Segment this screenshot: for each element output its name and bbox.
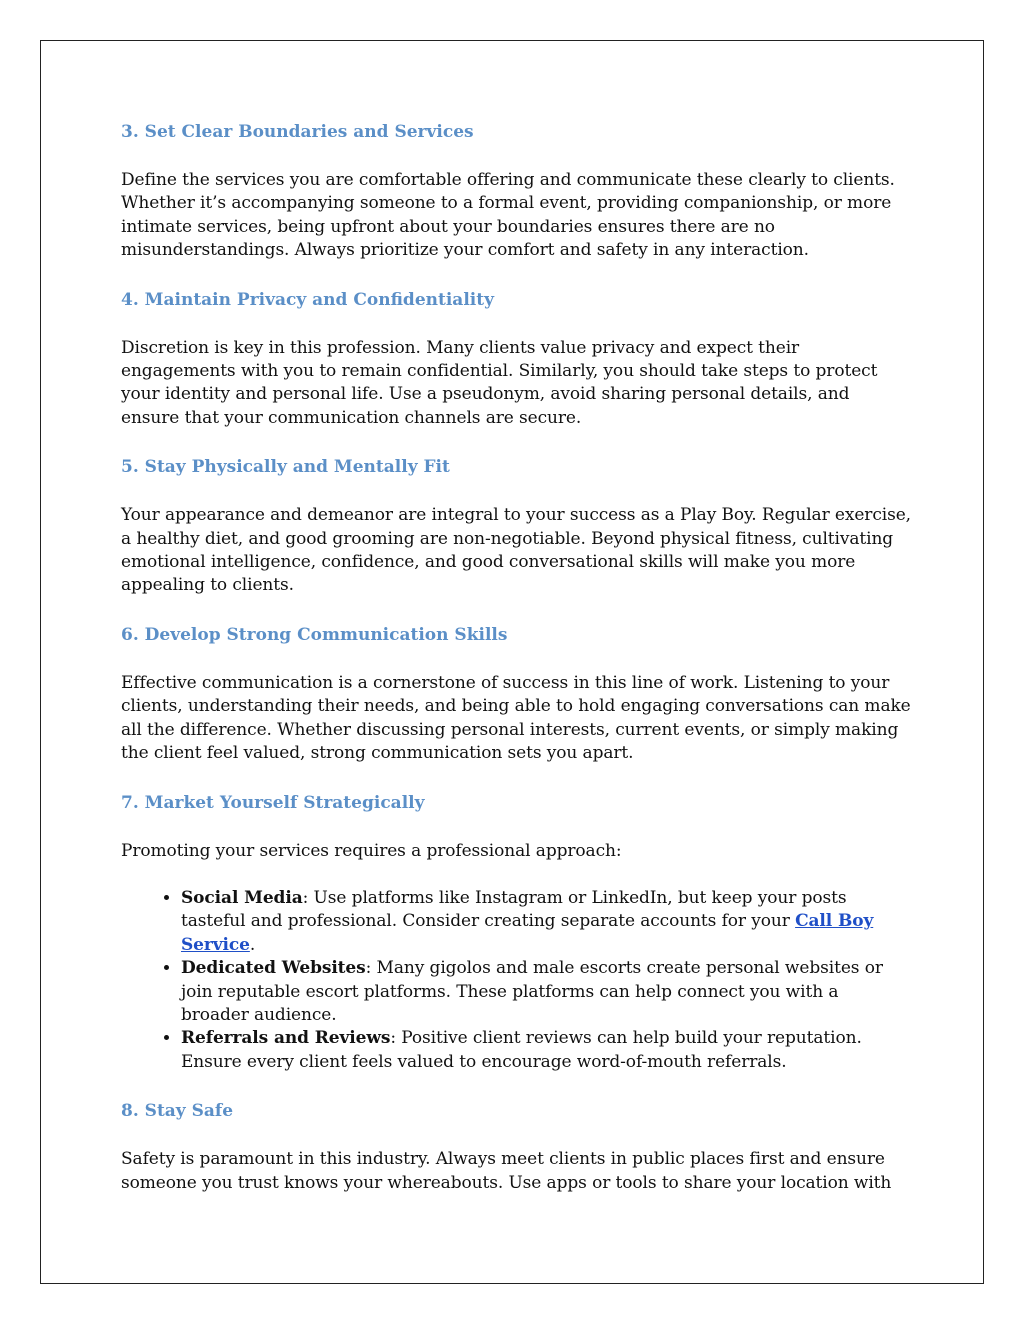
list-item-term: Social Media — [181, 887, 303, 908]
section-heading-privacy: 4. Maintain Privacy and Confidentiality — [121, 289, 494, 310]
page-content — [121, 119, 911, 1219]
list-item-text: : Many gigolos and male escorts create personal websites or join reputable escort platforms. These platforms can help connect you with a broader audience. — [181, 958, 883, 1025]
section-paragraph-fitness: Your appearance and demeanor are integral to your success as a Play Boy. Regular exercise, a healthy diet, and good grooming are non-negotiable. Beyond physical fitness, cultivating emotional intelligence, confidence, and good conversational skills will make you more appealing to clients. — [121, 505, 911, 596]
section-heading-fitness: 5. Stay Physically and Mentally Fit — [121, 457, 450, 478]
list-item — [181, 887, 911, 957]
call-boy-service-link[interactable]: Call Boy Service — [181, 911, 874, 955]
document-page — [40, 40, 984, 1284]
list-item — [181, 1027, 911, 1074]
list-item-term: Referrals and Reviews — [181, 1028, 391, 1049]
section-heading-market: 7. Market Yourself Strategically — [121, 792, 425, 813]
section-heading-boundaries: 3. Set Clear Boundaries and Services — [121, 122, 474, 142]
section-paragraph-privacy: Discretion is key in this profession. Many clients value privacy and expect their engagements with you to remain confidential. Similarly, you should take steps to protect your identity and personal life. Use a pseudonym, avoid sharing personal details, and ensure that your communication channels are secure. — [121, 337, 878, 428]
section-paragraph-boundaries: Define the services you are comfortable offering and communicate these clearly to clients. Whether it’s accompanying someone to a formal event, providing companionship, or more intimate services, being upfront about your boundaries ensures there are no misunderstandings. Always prioritize your comfort and safety in any interaction. — [121, 170, 895, 261]
section-paragraph-communication: Effective communication is a cornerstone of success in this line of work. Listening to your clients, understanding their needs, and being able to hold engaging conversations can make all the difference. Whether discussing personal interests, current events, or simply making the client feel valued, strong communication sets you apart. — [121, 672, 911, 764]
list-item-text: : Use platforms like Instagram or LinkedIn, but keep your posts tasteful and professional. Consider creating separate accounts for your — [181, 887, 847, 932]
list-item-text: : Positive client reviews can help build your reputation. Ensure every client feels valued to encourage word-of-mouth referrals. — [181, 1028, 862, 1072]
list-item — [181, 957, 911, 1027]
section-heading-communication: 6. Develop Strong Communication Skills — [121, 624, 508, 645]
section-heading-safe: 8. Stay Safe — [121, 1101, 234, 1122]
list-item-tail: . — [249, 934, 256, 955]
section-paragraph-safe: Safety is paramount in this industry. Always meet clients in public places first and ensure someone you trust knows your whereabouts. Use apps or tools to share your location with — [121, 1149, 892, 1193]
market-intro: Promoting your services requires a professional approach: — [121, 840, 622, 861]
market-list — [121, 887, 911, 1074]
list-item-term: Dedicated Websites — [181, 958, 366, 979]
